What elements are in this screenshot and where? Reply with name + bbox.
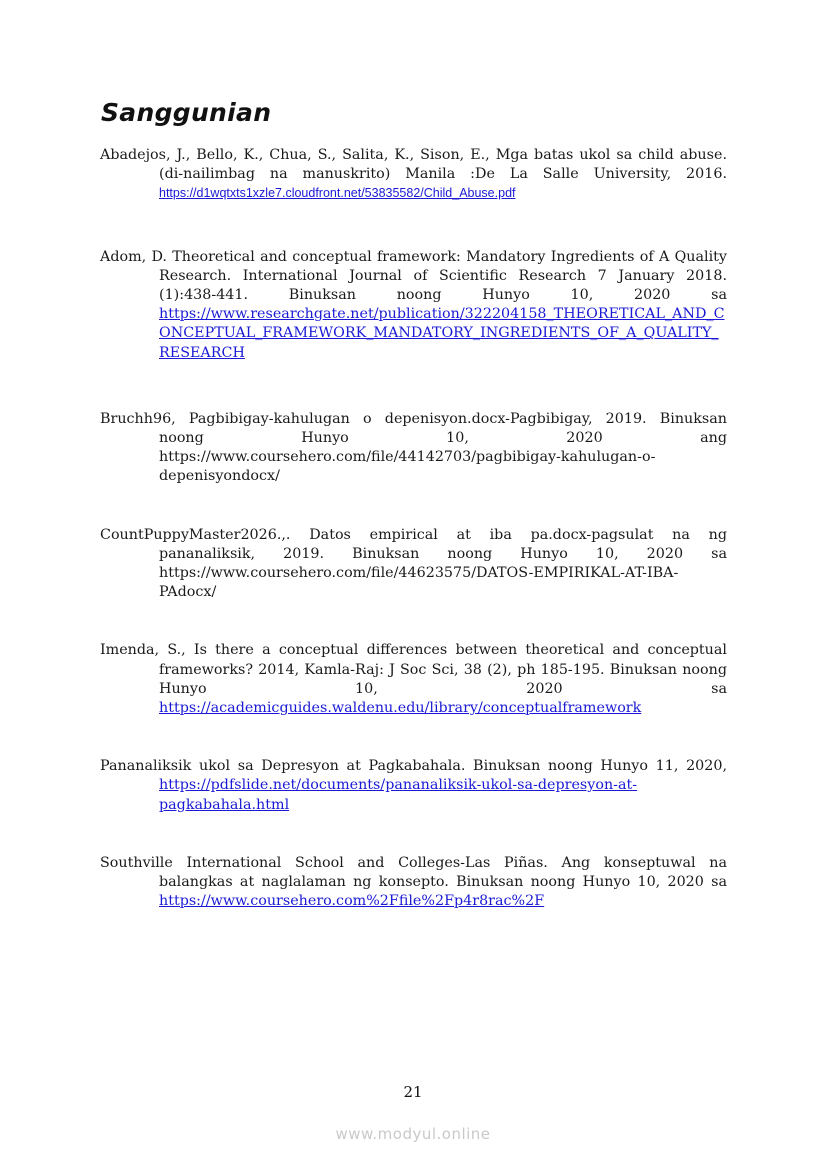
reference-text: Imenda, S., Is there a conceptual differences between theoretical and conceptual frameworks? 2014, Kamla-Raj: J Soc Sci, 38 (2), ph 185-195. Binuksan noong Hunyo 10, 2020 sa	[100, 642, 727, 697]
reference-item	[100, 854, 727, 912]
reference-text: CountPuppyMaster2026.,. Datos empirical at iba pa.docx-pagsulat na ng pananaliksik, 2019. Binuksan noong Hunyo 10, 2020 sa	[100, 526, 727, 562]
reference-item	[100, 757, 727, 815]
reference-url-text: https://www.coursehero.com/file/44142703/pagbibigay-kahulugan-o-depenisyondocx/	[159, 449, 656, 485]
reference-text: Abadejos, J., Bello, K., Chua, S., Salita, K., Sison, E., Mga batas ukol sa child abuse. (di-nailimbag na manuskrito) Manila :De La Salle University, 2016.	[100, 147, 727, 183]
reference-link[interactable]: https://www.researchgate.net/publication/322204158_THEORETICAL_AND_CONCEPTUAL_FRAMEWORK_MANDATORY_INGREDIENTS_OF_A_QUALITY_RESEARCH	[159, 306, 725, 361]
page-title: Sanggunian	[101, 98, 272, 127]
reference-url-text: https://www.coursehero.com/file/44623575/DATOS-EMPIRIKAL-AT-IBA-PAdocx/	[159, 565, 679, 601]
reference-link[interactable]: https://d1wqtxts1xzle7.cloudfront.net/53835582/Child_Abuse.pdf	[159, 186, 516, 201]
reference-text: Southville International School and Colleges-Las Piñas. Ang konseptuwal na balangkas at naglalaman ng konsepto. Binuksan noong Hunyo 10, 2020 sa	[100, 854, 727, 891]
reference-link[interactable]: https://www.coursehero.com%2Ffile%2Fp4r8rac%2F	[159, 893, 545, 910]
reference-text: Bruchh96, Pagbibigay-kahulugan o depenisyon.docx-Pagbibigay, 2019. Binuksan noong Hunyo 10, 2020 ang	[100, 410, 727, 447]
reference-item	[100, 526, 727, 603]
reference-item	[100, 641, 727, 718]
reference-item	[100, 248, 727, 363]
reference-item	[100, 410, 727, 487]
reference-text: Adom, D. Theoretical and conceptual framework: Mandatory Ingredients of A Quality Research. International Journal of Scientific Research 7 January 2018. (1):438-441. Binuksan noong Hunyo 10, 2020 sa	[100, 248, 727, 304]
reference-item	[100, 146, 727, 204]
page-number: 21	[403, 1083, 423, 1101]
reference-list	[100, 146, 727, 969]
reference-link[interactable]: https://academicguides.waldenu.edu/library/conceptualframework	[159, 700, 642, 717]
watermark: www.modyul.online	[335, 1125, 491, 1143]
reference-link[interactable]: https://pdfslide.net/documents/pananaliksik-ukol-sa-depresyon-at-pagkabahala.html	[159, 777, 638, 813]
reference-text: Pananaliksik ukol sa Depresyon at Pagkabahala. Binuksan noong Hunyo 11, 2020,	[100, 758, 727, 775]
